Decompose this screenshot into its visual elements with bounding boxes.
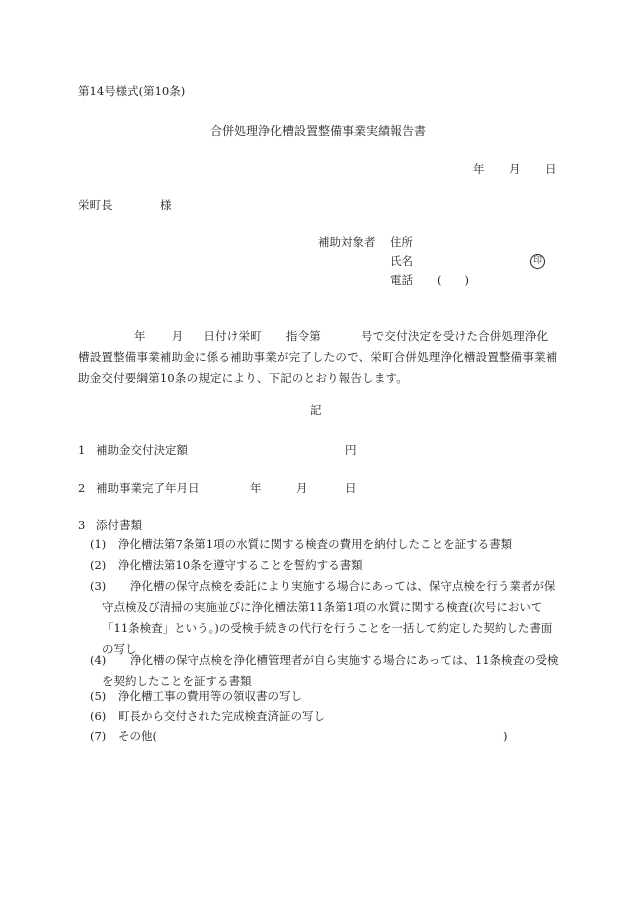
attachment-text: 浄化槽の保守点検を浄化槽管理者が自ら実施する場合にあっては、11条検査の受検を契約したことを証する書類: [102, 653, 559, 688]
section-1-label: 補助金交付決定額: [96, 443, 188, 457]
attachment-text: その他(: [118, 729, 157, 743]
section-2-label: 補助事業完了年月日: [96, 481, 200, 495]
date-year: 年: [473, 162, 485, 176]
attachment-text: 浄化槽法第7条第1項の水質に関する検査の費用を納付したことを証する書類: [118, 537, 513, 551]
name-label: 氏名: [390, 254, 413, 268]
section-2-month: 月: [296, 481, 308, 495]
section-2-number: 2: [78, 481, 86, 495]
attachment-text: 浄化槽工事の費用等の領収書の写し: [118, 689, 302, 703]
section-3-number: 3: [78, 518, 86, 532]
attachment-item: [90, 555, 560, 576]
addressee-honorific: 様: [160, 198, 172, 212]
document-title: 合併処理浄化槽設置整備事業実績報告書: [210, 124, 427, 138]
attachment-item: [90, 534, 560, 555]
attachment-number: (1): [90, 537, 107, 551]
seal-mark: 印: [530, 254, 545, 269]
attachment-number: (2): [90, 558, 107, 572]
address-label: 住所: [390, 235, 413, 249]
section-1-suffix: 円: [345, 443, 357, 457]
attachment-7-close: ): [503, 729, 508, 743]
body-directive: 指令第: [285, 329, 322, 343]
addressee-name: 栄町長: [78, 198, 113, 212]
attachment-item: [90, 726, 560, 747]
attachment-number: (3): [90, 579, 107, 593]
attachment-number: (5): [90, 689, 107, 703]
attachment-item: [90, 706, 560, 727]
section-2-year: 年: [250, 481, 262, 495]
date-day: 日: [545, 162, 557, 176]
attachment-number: (7): [90, 729, 107, 743]
phone-label: 電話: [390, 273, 413, 287]
section-3-label: 添付書類: [96, 518, 142, 532]
attachment-text: 町長から交付された完成検査済証の写し: [118, 709, 325, 723]
date-month: 月: [509, 162, 521, 176]
body-rest: 号で交付決定を受けた合併処理浄化槽設置整備事業補助金に係る補助事業が完了したので、栄町合併処理浄化槽設置整備事業補助金交付要綱第10条の規定により、下記のとおり報告します。: [78, 329, 558, 385]
attachment-number: (4): [90, 653, 107, 667]
body-paragraph: [78, 326, 558, 389]
attachment-text: 浄化槽法第10条を遵守することを誓約する書類: [118, 558, 363, 572]
body-year: 年: [134, 329, 146, 343]
body-date-issued: 日付け栄町: [203, 329, 262, 343]
section-1-number: 1: [78, 443, 86, 457]
attachment-text: 浄化槽の保守点検を委託により実施する場合にあっては、保守点検を行う業者が保守点検及び清掃の実施並びに浄化槽法第11条第1項の水質に関する検査(次号において「11条検査」という。)の受検手続きの代行を行うことを一括して約定した契約した書面の写し: [102, 579, 556, 656]
body-month: 月: [171, 329, 184, 343]
form-number: 第14号様式(第10条): [78, 84, 186, 98]
attachment-item: [90, 686, 560, 707]
applicant-label: 補助対象者: [318, 235, 376, 249]
attachment-number: (6): [90, 709, 107, 723]
phone-parens: ( ): [437, 273, 469, 287]
section-2-day: 日: [345, 481, 357, 495]
ki-mark: 記: [310, 403, 322, 417]
attachment-item: [90, 576, 560, 660]
